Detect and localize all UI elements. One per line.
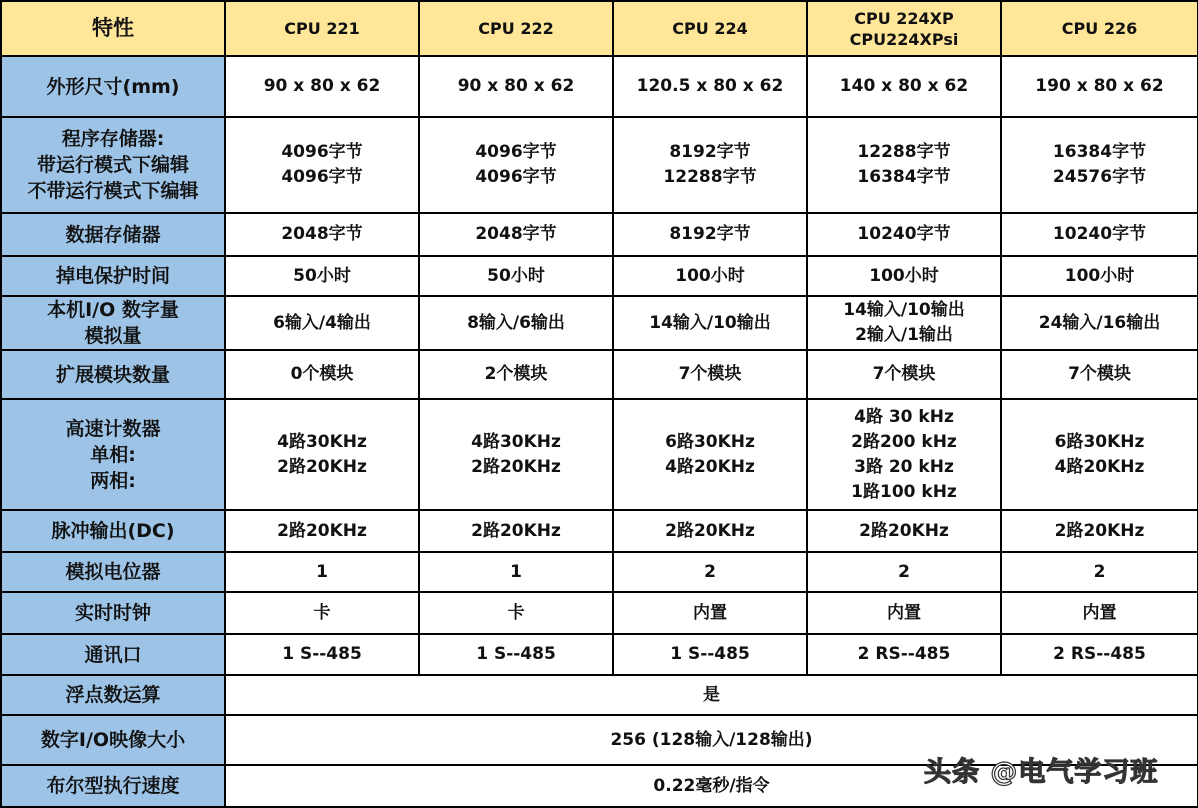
table-cell: 卡 [419,592,613,634]
row-label: 布尔型执行速度 [1,765,225,807]
table-cell: 4路 30 kHz 2路200 kHz 3路 20 kHz 1路100 kHz [807,399,1001,510]
table-cell: 50小时 [419,256,613,296]
watermark: 头条 @电气学习班 [924,757,1159,788]
table-cell: 90 x 80 x 62 [225,56,419,117]
table-cell: 1 S--485 [225,634,419,675]
table-cell: 1 [225,552,419,592]
table-cell: 6路30KHz 4路20KHz [1001,399,1198,510]
table-cell: 8192字节 12288字节 [613,117,807,213]
row-label: 本机I/O 数字量 模拟量 [1,296,225,350]
table-cell: 7个模块 [613,350,807,399]
row-label: 浮点数运算 [1,675,225,715]
row-label: 数据存储器 [1,213,225,256]
table-cell: 7个模块 [1001,350,1198,399]
table-cell: 8输入/6输出 [419,296,613,350]
table-cell: 6路30KHz 4路20KHz [613,399,807,510]
table-row [1,552,1198,592]
header-cell: CPU 222 [419,1,613,56]
table-cell: 2048字节 [225,213,419,256]
table-cell: 2 RS--485 [1001,634,1198,675]
table-cell: 4096字节 4096字节 [225,117,419,213]
row-label: 脉冲输出(DC) [1,510,225,552]
table-cell: 10240字节 [1001,213,1198,256]
header-cell: CPU 221 [225,1,419,56]
header-cell: CPU 224XP CPU224XPsi [807,1,1001,56]
table-row [1,256,1198,296]
table-row [1,510,1198,552]
table-row [1,634,1198,675]
table-cell: 14输入/10输出 2输入/1输出 [807,296,1001,350]
table-row [1,350,1198,399]
merged-row [1,675,1198,715]
table-cell: 2048字节 [419,213,613,256]
header-cell: 特性 [1,1,225,56]
table-cell: 2 [613,552,807,592]
row-label: 通讯口 [1,634,225,675]
table-cell: 内置 [807,592,1001,634]
table-cell: 1 [419,552,613,592]
table-cell: 0个模块 [225,350,419,399]
row-label: 程序存储器: 带运行模式下编辑 不带运行模式下编辑 [1,117,225,213]
table-cell: 100小时 [1001,256,1198,296]
table-cell: 7个模块 [807,350,1001,399]
table-cell: 2个模块 [419,350,613,399]
table-row [1,592,1198,634]
table-cell: 2 RS--485 [807,634,1001,675]
merged-cell: 0.22毫秒/指令 [225,765,1198,807]
table-cell: 4路30KHz 2路20KHz [225,399,419,510]
table-cell: 内置 [613,592,807,634]
table-cell: 120.5 x 80 x 62 [613,56,807,117]
table-cell: 50小时 [225,256,419,296]
table-cell: 内置 [1001,592,1198,634]
row-label: 数字I/O映像大小 [1,715,225,765]
table-cell: 6输入/4输出 [225,296,419,350]
table-cell: 卡 [225,592,419,634]
table-row [1,296,1198,350]
table-cell: 4096字节 4096字节 [419,117,613,213]
merged-cell: 是 [225,675,1198,715]
table-cell: 100小时 [613,256,807,296]
table-cell: 2 [1001,552,1198,592]
table-cell: 2路20KHz [419,510,613,552]
table-row [1,117,1198,213]
table-cell: 90 x 80 x 62 [419,56,613,117]
row-label: 外形尺寸(mm) [1,56,225,117]
table-cell: 2 [807,552,1001,592]
header-row [1,1,1198,56]
header-cell: CPU 224 [613,1,807,56]
merged-cell: 256 (128输入/128输出) [225,715,1198,765]
row-label: 扩展模块数量 [1,350,225,399]
table-row [1,56,1198,117]
table-cell: 2路20KHz [225,510,419,552]
table-cell: 14输入/10输出 [613,296,807,350]
table-cell: 10240字节 [807,213,1001,256]
row-label: 掉电保护时间 [1,256,225,296]
row-label: 高速计数器 单相: 两相: [1,399,225,510]
table-cell: 16384字节 24576字节 [1001,117,1198,213]
table-cell: 1 S--485 [419,634,613,675]
table-row [1,399,1198,510]
table-cell: 2路20KHz [1001,510,1198,552]
header-cell: CPU 226 [1001,1,1198,56]
table-cell: 2路20KHz [807,510,1001,552]
table-cell: 8192字节 [613,213,807,256]
table-cell: 1 S--485 [613,634,807,675]
table-row [1,213,1198,256]
table-cell: 2路20KHz [613,510,807,552]
table-cell: 4路30KHz 2路20KHz [419,399,613,510]
table-cell: 140 x 80 x 62 [807,56,1001,117]
table-cell: 190 x 80 x 62 [1001,56,1198,117]
row-label: 模拟电位器 [1,552,225,592]
table-cell: 24输入/16输出 [1001,296,1198,350]
row-label: 实时时钟 [1,592,225,634]
table-cell: 12288字节 16384字节 [807,117,1001,213]
table-cell: 100小时 [807,256,1001,296]
